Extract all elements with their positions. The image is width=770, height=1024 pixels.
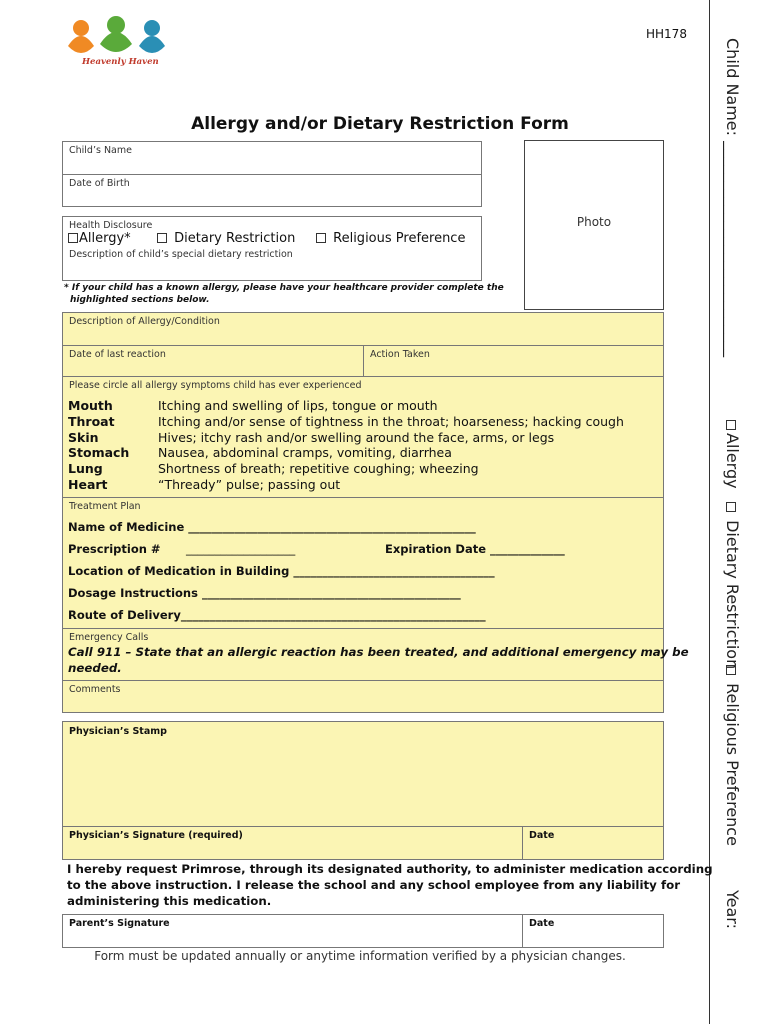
photo-label: Photo	[576, 215, 612, 229]
symptom-description: “Thready” pulse; passing out	[158, 477, 341, 492]
checkbox-icon	[726, 502, 736, 512]
comments-field[interactable]: Comments	[62, 680, 664, 713]
physician-date-field[interactable]: Date	[522, 826, 664, 860]
form-code: HH178	[646, 27, 687, 41]
allergy-description-field[interactable]: Description of Allergy/Condition	[62, 312, 664, 346]
authorization-text: I hereby request Primrose, through its designated authority, to administer medication according to the above instruction. I release the school and any school employee from any liability for administering this medication.	[67, 862, 713, 908]
option-religious[interactable]: Religious Preference	[316, 231, 465, 246]
symptom-description: Hives; itchy rash and/or swelling around the face, arms, or legs	[158, 429, 555, 445]
prescription-line[interactable]: ___________________	[186, 542, 296, 556]
logo	[64, 16, 170, 74]
symptom-description: Shortness of breath; repetitive coughing; wheezing	[158, 461, 479, 477]
expiration-date-line[interactable]: Expiration Date _____________	[385, 542, 565, 556]
special-diet-field[interactable]: Description of child’s special dietary restriction	[62, 246, 482, 281]
medication-location-line[interactable]: Location of Medication in Building ___________________________________	[68, 564, 495, 578]
symptom-area: Skin	[68, 429, 99, 445]
checkbox-icon[interactable]	[316, 233, 326, 243]
photo-box	[524, 140, 664, 310]
side-religious: Religious Preference	[723, 665, 742, 846]
checkbox-icon[interactable]	[157, 233, 167, 243]
symptom-area: Mouth	[68, 398, 113, 413]
prescription-label: Prescription #	[68, 542, 161, 556]
option-allergy[interactable]: Allergy*	[68, 231, 131, 246]
symptom-area: Stomach	[68, 445, 130, 461]
symptom-area: Heart	[68, 477, 108, 492]
symptom-description: Nausea, abdominal cramps, vomiting, diarrhea	[158, 445, 452, 461]
treatment-plan-section: Treatment Plan Name of Medicine __________________________________________________ Prescription # ___________________ Expiration Date _____________ Location of Medication in Building ___________________________________ Dosage Instructions _____________________________________________ Route of Delivery_____________________________________________________	[62, 497, 664, 629]
symptom-area: Lung	[68, 461, 103, 477]
parent-date-field[interactable]: Date	[522, 914, 664, 948]
physician-signature-field[interactable]: Physician’s Signature (required)	[62, 826, 523, 860]
page-title: Allergy and/or Dietary Restriction Form	[191, 114, 569, 134]
emergency-instructions: Call 911 – State that an allergic reaction has been treated, and additional emergency may be needed.	[68, 645, 689, 675]
dosage-line[interactable]: Dosage Instructions _____________________________________________	[68, 586, 461, 600]
side-allergy: Allergy	[723, 420, 742, 489]
logo-text: Heavenly Haven	[82, 57, 159, 67]
action-taken-field[interactable]: Action Taken	[363, 345, 664, 377]
symptom-description: Itching and swelling of lips, tongue or mouth	[158, 398, 438, 413]
health-disclosure-field: Health Disclosure Allergy* Dietary Restriction Religious Preference	[62, 216, 482, 247]
side-child-name: Child Name: ___________________________	[723, 38, 742, 358]
medicine-name-line[interactable]: Name of Medicine __________________________________________________	[68, 520, 476, 534]
logo-figures-icon	[64, 16, 170, 60]
symptoms-section: Please circle all allergy symptoms child has ever experienced Mouth Itching and swelling of lips, tongue or mouth Throat Itching and/or sense of tightness in the throat; hoarseness; hacking cough Skin Hives; itchy rash and/or swelling around the face, arms, or legs Stomach Nausea, abdominal cramps, vomiting, diarrhea Lung Shortness of breath; repetitive coughing; wheezing Heart “Thready” pulse; passing out	[62, 376, 664, 498]
checkbox-icon	[726, 420, 736, 430]
side-dietary: Dietary Restriction	[723, 502, 742, 669]
symptom-description: Itching and/or sense of tightness in the throat; hoarseness; hacking cough	[158, 413, 624, 429]
last-reaction-field[interactable]: Date of last reaction	[62, 345, 364, 377]
dob-field[interactable]: Date of Birth	[62, 174, 482, 207]
checkbox-icon	[726, 665, 736, 675]
route-line[interactable]: Route of Delivery_____________________________________________________	[68, 608, 486, 622]
allergy-note: * If your child has a known allergy, please have your healthcare provider complete the highlighted sections below.	[64, 283, 504, 305]
parent-signature-field[interactable]: Parent’s Signature	[62, 914, 523, 948]
symptom-area: Throat	[68, 413, 115, 429]
footer-note: Form must be updated annually or anytime information verified by a physician changes.	[94, 949, 626, 963]
checkbox-icon[interactable]	[68, 233, 78, 243]
emergency-section: Emergency Calls Call 911 – State that an allergic reaction has been treated, and additional emergency may be needed.	[62, 628, 664, 681]
side-year: Year:	[723, 890, 742, 929]
option-dietary[interactable]: Dietary Restriction	[157, 231, 295, 246]
physician-stamp-field[interactable]: Physician’s Stamp	[62, 721, 664, 827]
childs-name-field[interactable]: Child’s Name	[62, 141, 482, 175]
